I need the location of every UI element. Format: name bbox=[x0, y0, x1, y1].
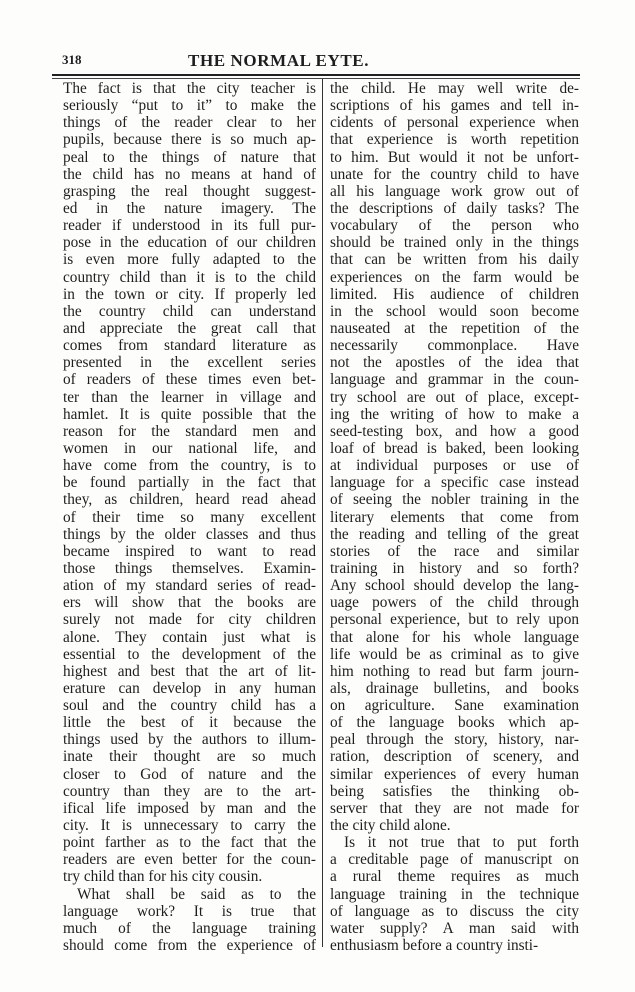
text-line: experiences on the farm would be bbox=[330, 268, 579, 286]
text-line: unate for the country child to have bbox=[330, 165, 579, 183]
text-line: highest and best that the art of lit- bbox=[63, 662, 316, 680]
text-line: all his language work grow out of bbox=[330, 182, 579, 200]
text-line: city. It is unnecessary to carry the bbox=[63, 817, 316, 835]
text-line: ration, description of scenery, and bbox=[330, 748, 579, 766]
text-line: What shall be said as to the bbox=[77, 885, 316, 903]
text-line: not the apostles of the idea that bbox=[330, 354, 579, 372]
header-rule-thin bbox=[52, 78, 580, 79]
text-line: comes from standard literature as bbox=[63, 337, 316, 355]
text-line: language for a specific case instead bbox=[330, 474, 579, 492]
text-line: The fact is that the city teacher is bbox=[63, 80, 316, 97]
text-line: of readers of these times even bet- bbox=[63, 371, 316, 389]
text-line: became inspired to want to read bbox=[63, 542, 316, 560]
text-line: a creditable page of manuscript on bbox=[330, 851, 579, 869]
text-line: Any school should develop the lang- bbox=[330, 577, 579, 595]
page-number: 318 bbox=[62, 52, 82, 67]
text-line: and appreciate the great call that bbox=[63, 319, 316, 337]
text-line: ing the writing of how to make a bbox=[330, 405, 579, 423]
text-line: als, drainage bulletins, and books bbox=[330, 679, 579, 697]
text-line: seriously “put to it” to make the bbox=[63, 97, 316, 115]
text-line: that can be written from his daily bbox=[330, 251, 579, 269]
text-line: those things themselves. Examin- bbox=[63, 559, 316, 577]
text-line: uage powers of the child through bbox=[330, 594, 579, 612]
text-line: point farther as to the fact that the bbox=[63, 834, 316, 852]
running-header bbox=[62, 52, 582, 72]
text-line: ifical life imposed by man and the bbox=[63, 799, 316, 817]
text-line: closer to God of nature and the bbox=[63, 765, 316, 783]
text-line: scriptions of his games and tell in- bbox=[330, 97, 579, 115]
text-line: server that they are not made for bbox=[330, 799, 579, 817]
text-line: pose in the education of our children bbox=[63, 234, 316, 252]
text-line: inate their thought are so much bbox=[63, 748, 316, 766]
text-line: little the best of it because the bbox=[63, 714, 316, 732]
text-line: hamlet. It is quite possible that the bbox=[63, 405, 316, 423]
text-line: the country child can understand bbox=[63, 302, 316, 320]
text-line: try child than for his city cousin. bbox=[63, 868, 263, 886]
text-line: ter than the learner in village and bbox=[63, 388, 316, 406]
text-line: literary elements that come from bbox=[330, 508, 579, 526]
text-line: training in history and so forth? bbox=[330, 559, 579, 577]
text-line: they, as children, heard read ahead bbox=[63, 491, 316, 509]
text-line: pupils, because there is so much ap- bbox=[63, 131, 316, 149]
text-line: ed in the nature imagery. The bbox=[63, 199, 316, 217]
text-line: personal experience, but to rely upon bbox=[330, 611, 579, 629]
text-line: the child. He may well write de- bbox=[330, 80, 579, 97]
text-line: ers will show that the books are bbox=[63, 594, 316, 612]
text-line: in the school would soon become bbox=[330, 302, 579, 320]
text-line: much of the language training bbox=[63, 919, 316, 937]
text-line: country child than it is to the child bbox=[63, 268, 316, 286]
text-line: life would be as criminal as to give bbox=[330, 645, 579, 663]
text-line: of their time so many excellent bbox=[63, 508, 316, 526]
text-line: a rural theme requires as much bbox=[330, 868, 579, 886]
text-line: be found partially in the fact that bbox=[63, 474, 316, 492]
text-line: try school are out of place, except- bbox=[330, 388, 579, 406]
text-line: language and grammar in the coun- bbox=[330, 371, 579, 389]
text-line: similar experiences of every human bbox=[330, 765, 579, 783]
text-line: soul and the country child has a bbox=[63, 697, 316, 715]
text-line: of seeing the nobler training in the bbox=[330, 491, 579, 509]
text-line: enthusiasm before a country insti- bbox=[330, 937, 539, 955]
text-line: should come from the experience of bbox=[63, 937, 316, 955]
text-line: of the language books which ap- bbox=[330, 714, 579, 732]
text-line: ation of my standard series of read- bbox=[63, 577, 316, 595]
text-line: alone. They contain just what is bbox=[63, 628, 316, 646]
text-line: seed-testing box, and how a good bbox=[330, 422, 579, 440]
text-line: have come from the country, is to bbox=[63, 457, 316, 475]
text-line: reason for the standard men and bbox=[63, 422, 316, 440]
text-line: to him. But would it not be unfort- bbox=[330, 148, 579, 166]
text-line: water supply? A man said with bbox=[330, 919, 579, 937]
text-line: peal to the things of nature that bbox=[63, 148, 316, 166]
text-line: Is it not true that to put forth bbox=[344, 834, 579, 852]
text-line: readers are even better for the coun- bbox=[63, 851, 316, 869]
text-line: nauseated at the repetition of the bbox=[330, 319, 579, 337]
text-line: cidents of personal experience when bbox=[330, 114, 579, 132]
text-line: essential to the development of the bbox=[63, 645, 316, 663]
text-line: stories of the race and similar bbox=[330, 542, 579, 560]
text-line: being satisfies the thinking ob- bbox=[330, 782, 579, 800]
text-line: on agriculture. Sane examination bbox=[330, 697, 579, 715]
text-line: language training in the technique bbox=[330, 885, 579, 903]
text-line: that experience is worth repetition bbox=[330, 131, 579, 149]
text-line: country than they are to the art- bbox=[63, 782, 316, 800]
right-column bbox=[330, 80, 579, 954]
text-line: is even more fully adapted to the bbox=[63, 251, 316, 269]
text-line: peal through the story, history, nar- bbox=[330, 731, 579, 749]
text-line: the child has no means at hand of bbox=[63, 165, 316, 183]
header-rule-thick bbox=[52, 74, 580, 76]
text-line: the reading and telling of the great bbox=[330, 525, 579, 543]
text-line: reader if understood in its full pur- bbox=[63, 217, 316, 235]
text-line: should be trained only in the things bbox=[330, 234, 579, 252]
text-line: vocabulary of the person who bbox=[330, 217, 579, 235]
column-divider bbox=[322, 79, 323, 947]
text-line: necessarily commonplace. Have bbox=[330, 337, 579, 355]
text-line: erature can develop in any human bbox=[63, 679, 316, 697]
running-title: THE NORMAL EYTE. bbox=[188, 51, 370, 70]
text-line: him nothing to read but farm journ- bbox=[330, 662, 579, 680]
text-line: at individual purposes or use of bbox=[330, 457, 579, 475]
text-line: in the town or city. If properly led bbox=[63, 285, 316, 303]
text-line: women in our national life, and bbox=[63, 439, 316, 457]
text-line: language work? It is true that bbox=[63, 902, 316, 920]
text-line: the descriptions of daily tasks? The bbox=[330, 199, 579, 217]
text-line: things used by the authors to illum- bbox=[63, 731, 316, 749]
text-line: things of the reader clear to her bbox=[63, 114, 316, 132]
text-line: of language as to discuss the city bbox=[330, 902, 579, 920]
left-column bbox=[63, 80, 316, 954]
text-line: limited. His audience of children bbox=[330, 285, 579, 303]
text-line: grasping the real thought suggest- bbox=[63, 182, 316, 200]
text-line: the city child alone. bbox=[330, 817, 451, 835]
text-line: loaf of bread is baked, been looking bbox=[330, 439, 579, 457]
text-line: presented in the excellent series bbox=[63, 354, 316, 372]
text-line: that alone for his whole language bbox=[330, 628, 579, 646]
text-line: things by the older classes and thus bbox=[63, 525, 316, 543]
text-line: surely not made for city children bbox=[63, 611, 316, 629]
